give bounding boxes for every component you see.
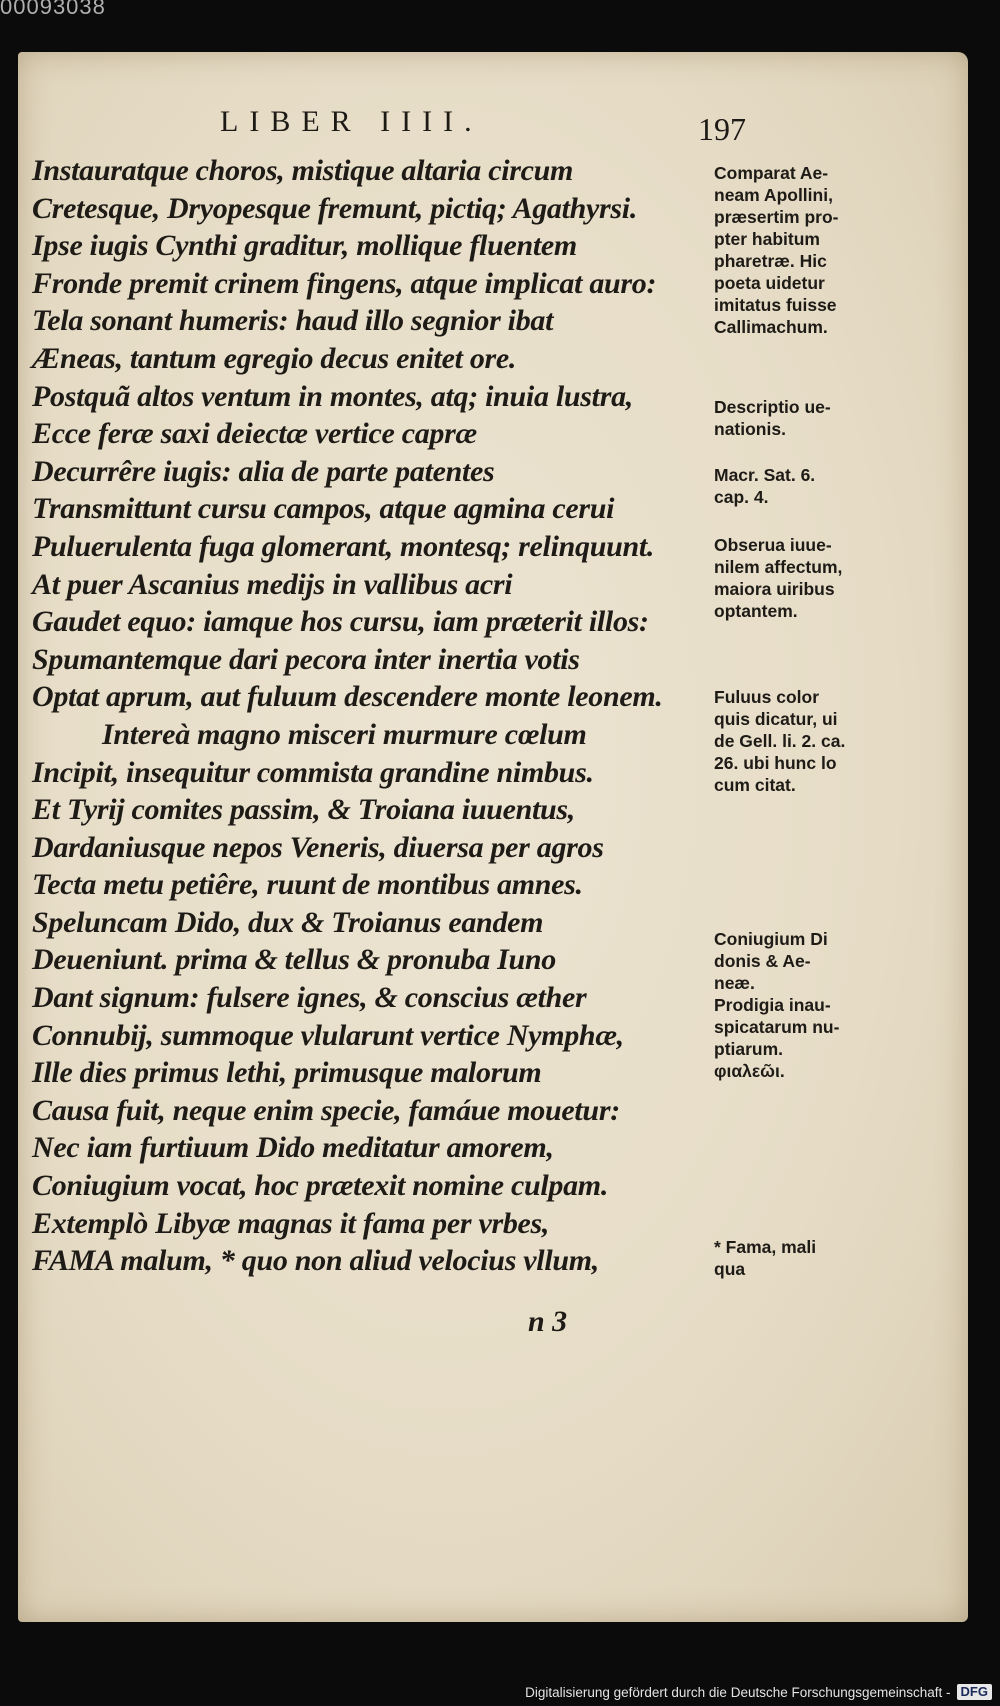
verse-line: Speluncam Dido, dux & Troianus eandem <box>32 905 544 939</box>
verse-block <box>32 152 712 1280</box>
verse-line: FAMA malum, * quo non aliud velocius vllum, <box>32 1244 599 1278</box>
marginal-note: Obserua iuue- nilem affectum, maiora uiribus optantem. <box>714 535 843 621</box>
verse-line: Et Tyrij comites passim, & Troiana iuuentus, <box>32 793 575 827</box>
verse-line: Coniugium vocat, hoc prætexit nomine culpam. <box>32 1169 609 1203</box>
verse-line: Dardaniusque nepos Veneris, diuersa per agros <box>32 830 604 864</box>
signature-mark: n 3 <box>528 1305 568 1338</box>
verse-line: Decurrêre iugis: alia de parte patentes <box>32 454 495 488</box>
verse-line: Fronde premit crinem fingens, atque implicat auro: <box>32 266 657 300</box>
marginal-note: * Fama, mali qua <box>714 1237 817 1279</box>
marginal-note: Descriptio ue- nationis. <box>714 397 831 439</box>
page-header <box>200 105 960 149</box>
verse-line: Ipse iugis Cynthi graditur, mollique fluentem <box>32 229 577 263</box>
verse-line: Extemplò Libyæ magnas it fama per vrbes, <box>32 1206 550 1240</box>
verse-line: Cretesque, Dryopesque fremunt, pictiq; Agathyrsi. <box>32 191 638 225</box>
digitization-footer <box>525 1684 992 1700</box>
verse-line: Nec iam furtiuum Dido meditatur amorem, <box>32 1131 554 1165</box>
verse-line: Deueniunt. prima & tellus & pronuba Iuno <box>32 943 556 977</box>
verse-line: Causa fuit, neque enim specie, famáue mouetur: <box>32 1093 620 1127</box>
verse-line: Tecta metu petiêre, ruunt de montibus amnes. <box>32 868 583 902</box>
verse-line: Intereà magno misceri murmure cœlum <box>102 717 587 751</box>
verse-line: Æneas, tantum egregio decus enitet ore. <box>32 341 517 375</box>
folio-number: 197 <box>698 111 746 147</box>
verse-line: Transmittunt cursu campos, atque agmina cerui <box>32 492 615 526</box>
verse-line: Incipit, insequitur commista grandine nimbus. <box>32 755 594 789</box>
verse-line: Optat aprum, aut fuluum descendere monte leonem. <box>32 680 663 714</box>
marginal-note: Comparat Ae- neam Apollini, præsertim pro- pter habitum pharetræ. Hic poeta uidetur imitatus fuisse Callimachum. <box>714 163 839 337</box>
scan-id: 00093038 <box>0 0 106 19</box>
verse-line: Puluerulenta fuga glomerant, montesq; relinquunt. <box>32 529 655 563</box>
verse-line: Tela sonant humeris: haud illo segnior ibat <box>32 304 554 338</box>
verse-line: Gaudet equo: iamque hos cursu, iam præterit illos: <box>32 605 649 639</box>
dfg-logo: DFG <box>957 1684 992 1700</box>
marginal-note: Coniugium Di donis & Ae- neæ. Prodigia inau- spicatarum nu- ptiarum. φιαλεῶι. <box>714 929 840 1081</box>
running-head: LIBER IIII. <box>220 105 483 138</box>
verse-line: Ecce feræ saxi deiectæ vertice capræ <box>32 417 477 451</box>
verse-line: Spumantemque dari pecora inter inertia votis <box>32 642 580 676</box>
verse-line: Dant signum: fulsere ignes, & conscius æther <box>32 981 587 1015</box>
marginal-note: Macr. Sat. 6. cap. 4. <box>714 465 816 507</box>
verse-line: Postquã altos ventum in montes, atq; inuia lustra, <box>32 379 633 413</box>
verse-line: Connubij, summoque vlularunt vertice Nymphæ, <box>32 1018 624 1052</box>
verse-line: Instauratque choros, mistique altaria circum <box>32 154 574 187</box>
marginal-note: Fuluus color quis dicatur, ui de Gell. li. 2. ca. 26. ubi hunc lo cum citat. <box>714 687 846 795</box>
funding-credit: Digitalisierung gefördert durch die Deutsche Forschungsgemeinschaft - <box>525 1684 951 1700</box>
verse-line: At puer Ascanius medijs in vallibus acri <box>32 567 513 601</box>
verse-line: Ille dies primus lethi, primusque malorum <box>32 1056 542 1090</box>
